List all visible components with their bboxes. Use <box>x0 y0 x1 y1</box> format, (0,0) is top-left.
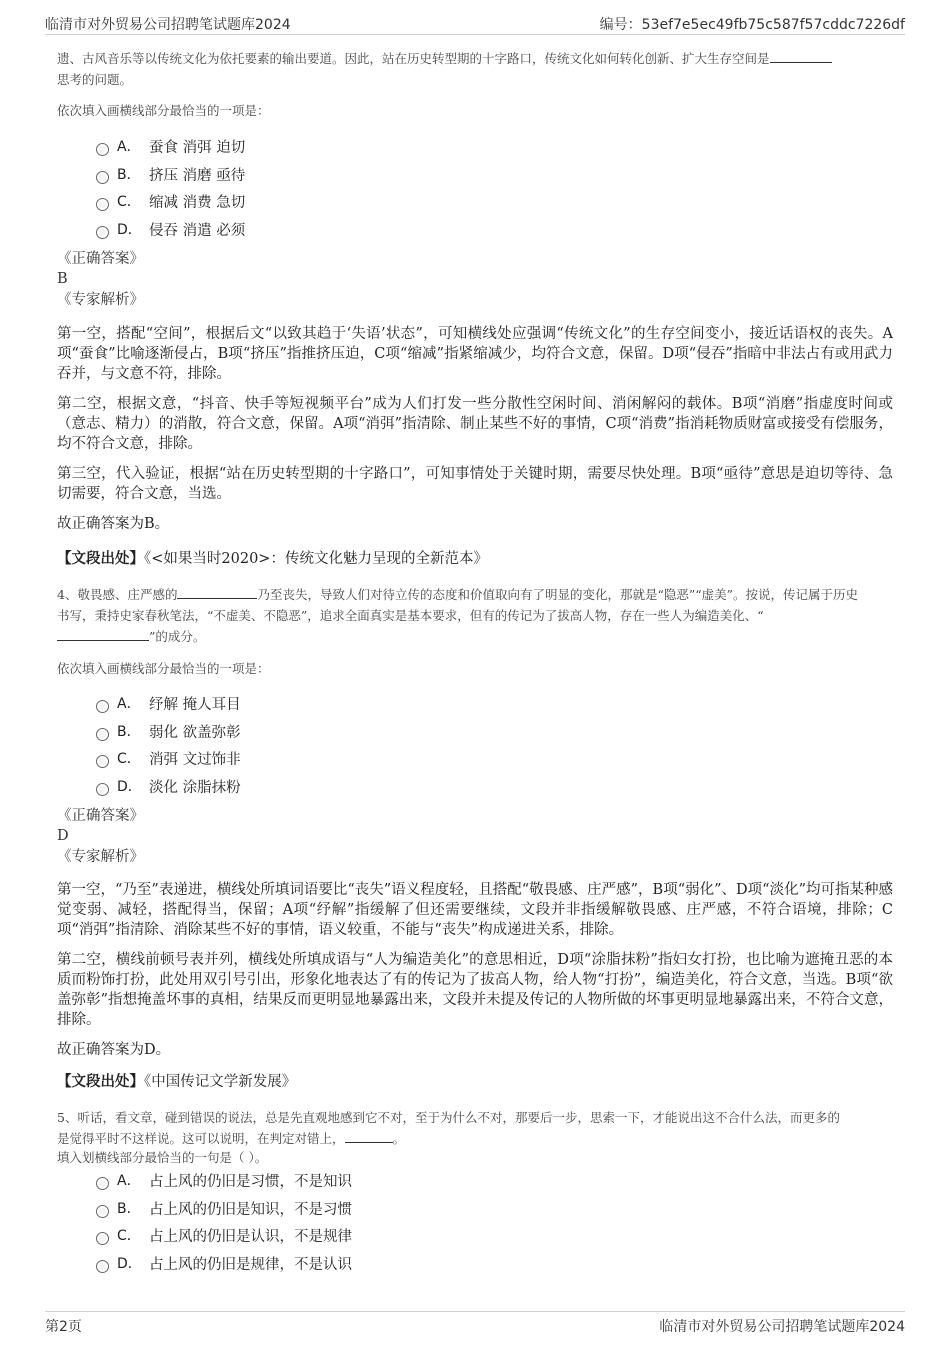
footer-title: 临清市对外贸易公司招聘笔试题库2024 <box>659 1319 905 1335</box>
q3-prompt: 依次填入画横线部分最恰当的一项是： <box>57 103 270 118</box>
q3-intro: 遗、古风音乐等以传统文化为依托要素的输出要道。因此，站在历史转型期的十字路口，传统文化如何转化创新、扩大生存空间是 思考的问题。 <box>57 48 893 90</box>
source-title: 《中国传记文学新发展》 <box>144 1074 297 1090</box>
q3-answer: B <box>57 271 68 287</box>
q5-option-b[interactable]: B． 占上风的仍旧是知识，不是习惯 <box>96 1197 352 1219</box>
q4-analysis-para: 第二空，横线前顿号表并列，横线处所填成语与“人为编造美化”的意思相近，D项“涂脂抹粉”指妇女打扮，也比喻为遮掩丑恶的本质而粉饰打扮，此处用双引号引出，形象化地表达了有的传记为了拔高人物，给人物“打扮”，编造美化，符合文意，当选。B项“欲盖弥彰”指想掩盖坏事的真相，结果反而更明显地暴露出来，文段并未提及传记的人物所做的坏事更明显地暴露出来，不符合文意，排除。 <box>57 952 893 1028</box>
radio-icon[interactable] <box>96 226 109 239</box>
q3-option-b[interactable]: B． 挤压 消磨 亟待 <box>96 163 245 185</box>
q3-source <box>57 549 893 569</box>
radio-icon[interactable] <box>96 171 109 184</box>
source-label: 【文段出处】 <box>57 550 144 567</box>
q5-option-d[interactable]: D． 占上风的仍旧是规律，不是认识 <box>96 1252 352 1274</box>
blank-line <box>345 1128 393 1143</box>
q4-prompt: 依次填入画横线部分最恰当的一项是： <box>57 661 270 676</box>
q3-analysis-para: 第三空，代入验证，根据“站在历史转型期的十字路口”，可知事情处于关键时期，需要尽快处理。B项“亟待”意思是迫切等待、急切需要，符合文意，当选。 <box>57 466 893 502</box>
source-title: 《<如果当时2020>：传统文化魅力呈现的全新范本》 <box>144 551 488 567</box>
q4-option-c[interactable]: C． 消弭 文过饰非 <box>96 747 241 769</box>
page-number: 第2页 <box>45 1319 82 1335</box>
q3-conclusion: 故正确答案为B。 <box>57 516 170 532</box>
header-title: 临清市对外贸易公司招聘笔试题库2024 <box>45 17 291 33</box>
radio-icon[interactable] <box>96 143 109 156</box>
radio-icon[interactable] <box>96 700 109 713</box>
page-footer <box>45 1311 905 1338</box>
blank-line <box>177 584 257 599</box>
q4-option-b[interactable]: B． 弱化 欲盖弥彰 <box>96 720 241 742</box>
blank-line <box>57 626 149 641</box>
radio-icon[interactable] <box>96 1205 109 1218</box>
q4-analysis-para: 第一空，“乃至”表递进，横线处所填词语要比“丧失”语义程度轻，且搭配“敬畏感、庄严感”，B项“弱化”、D项“淡化”均可指某种感觉变弱、减轻，搭配得当，保留；A项“纾解”指缓解了但还需要继续，文段并非指缓解敬畏感、庄严感，不符合语境，排除；C项“消弭”指清除、消除某些不好的事情，语义较重，不能与“丧失”构成递进关系，排除。 <box>57 882 893 938</box>
blank-line <box>770 48 832 63</box>
q4-option-d[interactable]: D． 淡化 涂脂抹粉 <box>96 775 241 797</box>
q5-stem: 5、听话，看文章，碰到错误的说法，总是先直观地感到它不对，至于为什么不对，那要后一步，思索一下，才能说出这不合什么法，而更多的 是觉得平时不这样说。这可以说明，在判定对错上， 。 <box>57 1110 840 1146</box>
radio-icon[interactable] <box>96 1260 109 1273</box>
q5-option-a[interactable]: A． 占上风的仍旧是习惯，不是知识 <box>96 1169 352 1191</box>
q4-conclusion: 故正确答案为D。 <box>57 1042 171 1058</box>
q4-source <box>57 1072 893 1092</box>
q3-analysis-para: 第一空，搭配“空间”，根据后文“以致其趋于‘失语’状态”，可知横线处应强调“传统文化”的生存空间变小，接近话语权的丧失。A项“蚕食”比喻逐渐侵占，B项“挤压”指推挤压迫，C项“缩减”指紧缩减少，均符合文意，保留。D项“侵吞”指暗中非法占有或用武力吞并，与文意不符，排除。 <box>57 326 893 382</box>
q5-option-c[interactable]: C． 占上风的仍旧是认识，不是规律 <box>96 1224 352 1246</box>
q3-option-c[interactable]: C． 缩减 消费 急切 <box>96 190 245 212</box>
q3-analysis-label: 《专家解析》 <box>57 292 144 308</box>
q3-option-a[interactable]: A． 蚕食 消弭 迫切 <box>96 135 245 157</box>
q5-prompt: 填入划横线部分最恰当的一句是（ ）。 <box>57 1150 268 1165</box>
radio-icon[interactable] <box>96 198 109 211</box>
q4-answer-label: 《正确答案》 <box>57 808 144 824</box>
q3-answer-label: 《正确答案》 <box>57 251 144 267</box>
page-header <box>45 10 905 35</box>
q4-analysis-label: 《专家解析》 <box>57 849 144 865</box>
q4-stem: 4、敬畏感、庄严感的 乃至丧失，导致人们对待立传的态度和价值取向有了明显的变化，那就是“隐恶”“虚美”。按说，传记属于历史 书写，秉持史家春秋笔法，“不虚美、不隐恶”，追求全面真实是基本要求，但有的传记为了拔高人物，存在一些人为编造美化、“ ”的成分。 <box>57 584 893 647</box>
q3-analysis-para: 第二空，根据文意，“抖音、快手等短视频平台”成为人们打发一些分散性空闲时间、消闲解闷的载体。B项“消磨”指虚度时间或（意志、精力）的消散，符合文意，保留。A项“消弭”指清除、制止某些不好的事情，C项“消费”指消耗物质财富或接受有偿服务，均不符合文意，排除。 <box>57 396 893 452</box>
q4-option-a[interactable]: A． 纾解 掩人耳目 <box>96 692 241 714</box>
q4-answer: D <box>57 828 69 844</box>
radio-icon[interactable] <box>96 783 109 796</box>
radio-icon[interactable] <box>96 728 109 741</box>
q3-option-d[interactable]: D． 侵吞 消遣 必须 <box>96 218 245 240</box>
radio-icon[interactable] <box>96 755 109 768</box>
radio-icon[interactable] <box>96 1177 109 1190</box>
header-doc-id: 编号：53ef7e5ec49fb75c587f57cddc7226df <box>599 17 905 33</box>
source-label: 【文段出处】 <box>57 1073 144 1090</box>
radio-icon[interactable] <box>96 1232 109 1245</box>
